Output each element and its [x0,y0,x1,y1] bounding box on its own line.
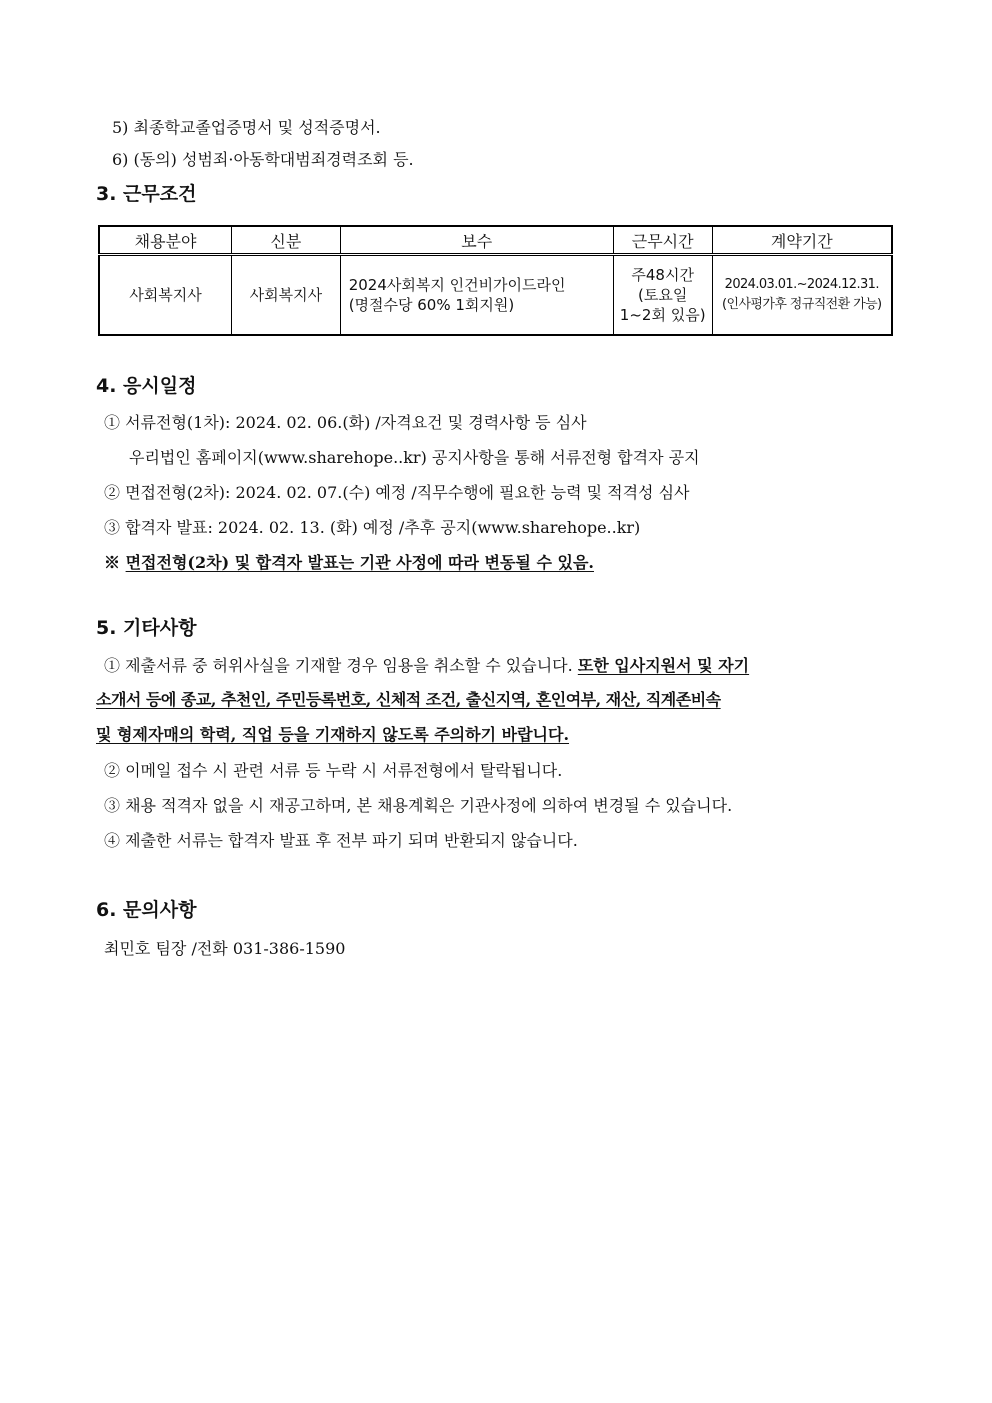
intro-item-5: 5) 최종학교졸업증명서 및 성적증명서. [112,118,381,137]
schedule-item-2: ② 면접전형(2차): 2024. 02. 07.(수) 예정 /직무수행에 필요한 능력 및 적격성 심사 [104,483,690,502]
misc-item-4: ④ 제출한 서류는 합격자 발표 후 전부 파기 되며 반환되지 않습니다. [104,831,578,850]
schedule-item-3: ③ 합격자 발표: 2024. 02. 13. (화) 예정 /추후 공지(www.sharehope..kr) [104,518,641,537]
misc-item-2: ② 이메일 접수 시 관련 서류 등 누락 시 서류전형에서 탈락됩니다. [104,761,563,780]
hours-line-3: 1~2회 있음) [619,306,706,324]
misc-item-3: ③ 채용 적격자 없을 시 재공고하며, 본 채용계획은 기관사정에 의하여 변경될 수 있습니다. [104,796,733,815]
period-line-1: 2024.03.01.~2024.12.31. [724,277,879,292]
misc-item-1-line-1 [104,655,749,677]
col-header-pay: 보수 [340,226,613,255]
cell-period [712,255,892,336]
hours-line-1: 주48시간 [631,266,694,284]
pay-line-1: 2024사회복지 인건비가이드라인 [348,276,566,294]
contact-line: 최민호 팀장 /전화 031-386-1590 [104,939,346,958]
section-5-title: 5. 기타사항 [96,617,197,639]
misc-item-1-bold-a: 또한 입사지원서 및 자기 [577,656,750,675]
intro-item-6: 6) (동의) 성범죄·아동학대범죄경력조회 등. [112,150,414,169]
cell-field: 사회복지사 [99,255,232,336]
pay-line-2: (명절수당 60% 1회지원) [348,296,515,314]
work-conditions-table [98,225,893,336]
table-row [99,255,892,336]
schedule-item-1: ① 서류전형(1차): 2024. 02. 06.(화) /자격요건 및 경력사항 등 심사 [104,413,587,432]
hours-line-2: (토요일 [638,286,688,304]
cell-pay [340,255,613,336]
col-header-status: 신분 [232,226,341,255]
section-6-title: 6. 문의사항 [96,899,197,921]
note-text: 면접전형(2차) 및 합격자 발표는 기관 사정에 따라 변동될 수 있음. [125,553,594,572]
cell-status: 사회복지사 [232,255,341,336]
section-3-title: 3. 근무조건 [96,183,197,205]
table-header-row [99,226,892,255]
misc-item-1-line-2: 소개서 등에 종교, 추천인, 주민등록번호, 신체적 조건, 출신지역, 혼인여부, 재산, 직계존비속 [96,690,721,709]
schedule-note [104,552,594,574]
schedule-item-1-detail: 우리법인 홈페이지(www.sharehope..kr) 공지사항을 통해 서류전형 합격자 공지 [129,448,700,467]
col-header-field: 채용분야 [99,226,232,255]
misc-item-1-plain: ① 제출서류 중 허위사실을 기재할 경우 임용을 취소할 수 있습니다. [104,656,573,675]
cell-hours [613,255,712,336]
misc-item-1-line-3: 및 형제자매의 학력, 직업 등을 기재하지 않도록 주의하기 바랍니다. [96,725,570,744]
note-mark: ※ [104,553,121,572]
col-header-period: 계약기간 [712,226,892,255]
col-header-hours: 근무시간 [613,226,712,255]
period-line-2: (인사평가후 정규직전환 가능) [722,297,882,312]
section-4-title: 4. 응시일정 [96,375,197,397]
